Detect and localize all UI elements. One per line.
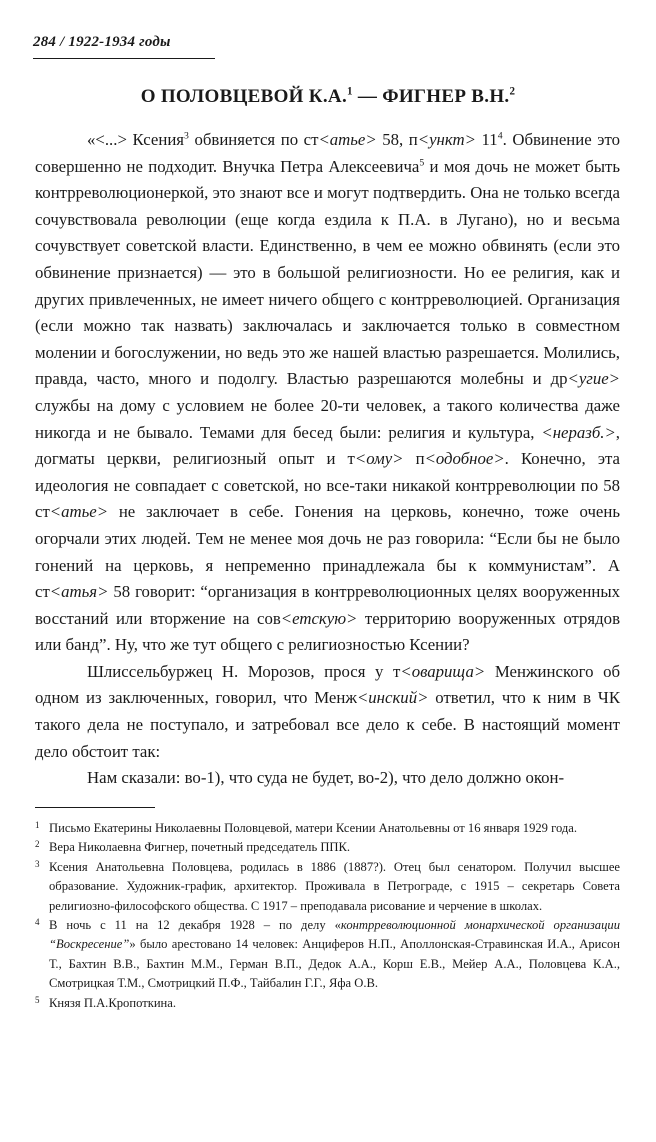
text-run: и моя дочь не может быть контрреволюционеркой, это знают все и могут подтвердить. Она не только всегда сочувствовала революции (еще когда ездила к П.А. в Лугано), но и весьма сочувствует советской власти. Единственно, в чем ее можно обвинять (если это обвинение признается) — это в большой религиозности. Но ее религия, как и других привлеченных, не имеет ничего общего с контрреволюцией. Организация (если можно так назвать) заключалась и заключается только в совместном молении и богослужении, но ведь это же нашей властью разрешается. Молились, правда, часто, много и подолгу. Властью разрешаются молебны и др [35,156,620,389]
editorial-insertion: <оварища> [400,661,486,681]
footnote-text: Князя П.А.Кропоткина. [49,995,177,1010]
footnotes [35,819,620,1013]
title-part-2: — ФИГНЕР В.Н. [352,86,510,107]
footnote-ref: 3 [184,130,189,142]
footnote-text: Письмо Екатерины Николаевны Половцевой, матери Ксении Анатольевны от 16 января 1929 года. [49,821,578,835]
editorial-insertion: <ому> [354,449,404,469]
text-run: Нам сказали: во-1), что суда не будет, во-2), что дело должно окон- [87,768,565,788]
text-run: обвиняется по ст [188,130,319,149]
text-run: не заключает в себе. Гонения на церковь, конечно, тоже очень огорчали этих людей. Тем не менее моя дочь не раз говорила: “Если бы не было гонений на церковь, я непременно принадлежала бы к коммунистам”. А ст [35,502,620,602]
text-run: 58, п [376,130,418,149]
footnote-text: В ночь с 11 на 12 декабря 1928 – по делу « [49,918,341,933]
footnote-separator [35,807,155,808]
footnote-text: » было арестовано 14 человек: Анциферов Н.П., Аполлонская-Стравинская И.А., Арисон Т., Бахтин В.В., Бахтин М.М., Герман В.П., Дедок А.А., Корш Е.В., Мейер А.А., Половцева К.А., Смотрицкая Т.М., Смотрицкий П.Ф., Тайбалин Г.Г., Яфа О.В. [49,937,620,991]
text-run: 11 [475,130,498,149]
text-run: , догматы церкви, религиозный опыт и т [35,422,620,469]
footnote-text: Ксения Анатольевна Половцева, родилась в 1886 (1887?). Отец был сенатором. Получил высшее образование. Художник-график, архитектор. Проживала в Петрограде, с 1915 – секретарь Совета религиозно-философского общества. С 1917 – преподавала рисование и черчение в школах. [49,859,620,913]
footnote-number: 4 [35,917,40,928]
editorial-insertion: <инский> [356,688,429,708]
editorial-insertion: <атье> [318,130,377,149]
text-run: . Обвинение это совершенно не подходит. Внучка Петра Алексеевича [35,130,620,176]
footnote-5 [35,994,620,1013]
footnote-number: 3 [35,858,40,869]
footnote-number: 1 [35,820,40,830]
footnote-text: Вера Николаевна Фигнер, почетный председатель ППК. [49,840,351,855]
text-run: п [403,449,425,469]
editorial-insertion: <атья> [49,582,109,602]
main-text [35,127,620,792]
footnote-ref: 5 [419,157,425,168]
running-head-rule [33,58,215,59]
text-run: службы на дому с условием не более 20-ти человек, а такого количества даже никогда и не бывало. Темами для бесед были: религия и культура, [35,395,620,442]
editorial-insertion: <неразб.> [541,422,616,442]
footnote-ref: 4 [497,130,503,142]
paragraph-2 [35,659,620,765]
footnote-1 [35,819,620,838]
page-title [0,86,656,108]
text-run: Менжинского об одном из заключенных, говорил, что Менж [35,661,621,708]
editorial-insertion: <ункт> [417,130,476,149]
paragraph-1 [35,127,620,659]
title-footnote-ref-2: 2 [509,85,516,98]
text-run: «<...> Ксения [87,130,185,149]
text-run: территорию вооруженных отрядов или банд”. Ну, что же тут общего с религиозностью Ксении? [35,608,620,655]
editorial-insertion: <одобное> [424,449,505,469]
editorial-insertion: <етскую> [280,608,358,628]
footnote-number: 5 [35,994,40,1005]
editorial-insertion: <атье> [49,502,109,522]
footnote-4 [35,916,620,994]
footnote-italic-text: контрреволюционной монархической организации “Воскресение” [49,918,620,952]
running-head: 284 / 1922-1934 годы [33,34,171,50]
text-run: 58 говорит: “организация в контрреволюционных целях вооруженных восстаний или вторжение на сов [35,582,620,628]
paragraph-3 [35,765,620,792]
text-run: Шлиссельбуржец Н. Морозов, прося у т [87,661,401,681]
footnote-number: 2 [35,839,40,850]
footnote-2 [35,838,620,857]
title-footnote-ref-1: 1 [347,85,353,98]
title-part-1: О ПОЛОВЦЕВОЙ К.А. [140,86,347,107]
footnote-3 [35,858,620,916]
editorial-insertion: <угие> [567,369,620,389]
text-run: ответил, что к ним в ЧК такого дела не поступало, и затребовал все дело к себе. В настоящий момент дело обстоит так: [35,688,621,761]
text-run: . Конечно, эта идеология не совпадает с советской, но все-таки никакой контрреволюции по 58 ст [35,449,621,522]
